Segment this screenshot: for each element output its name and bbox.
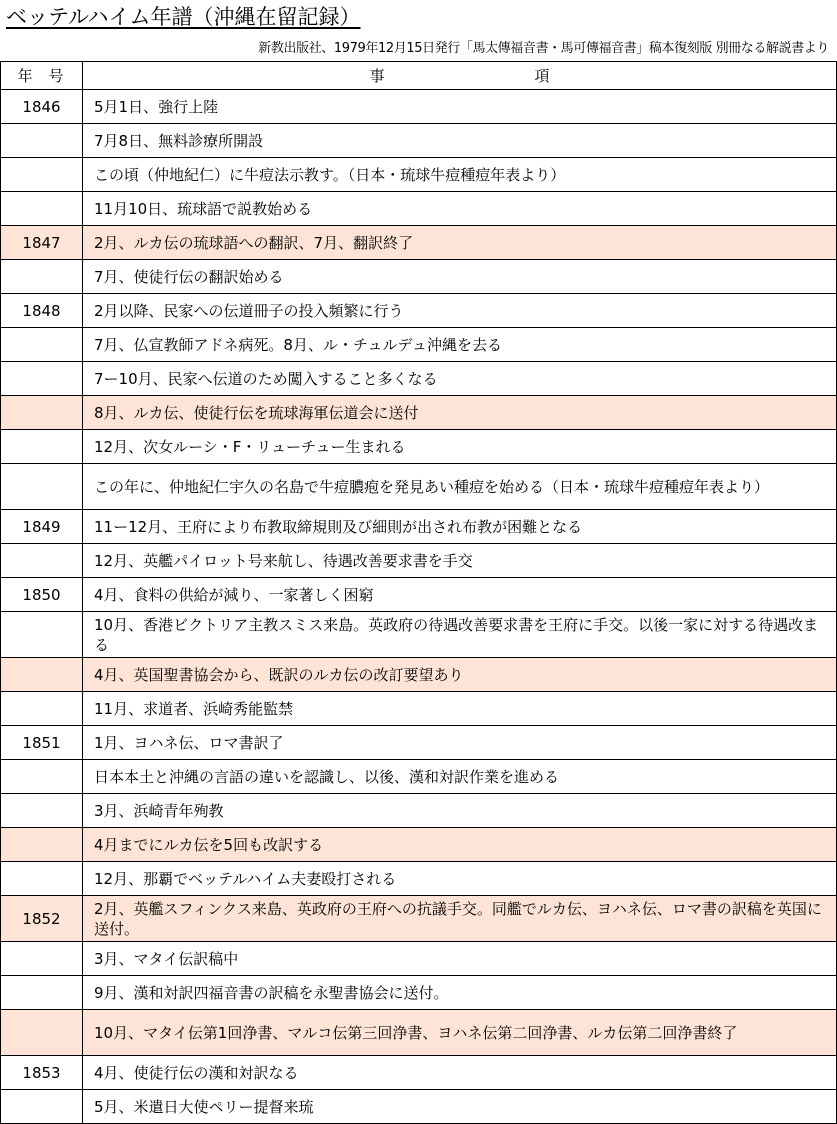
table-row — [1, 396, 837, 430]
table-row — [1, 1090, 837, 1124]
event-header-char-1: 事 — [369, 67, 385, 85]
year-cell — [1, 976, 83, 1010]
year-cell — [1, 862, 83, 896]
year-header-char-2: 号 — [48, 67, 66, 85]
event-cell: 5月、米遣日大使ペリー提督来琉 — [83, 1090, 837, 1124]
year-cell: 1852 — [1, 896, 83, 942]
event-cell: 1月、ヨハネ伝、ロマ書訳了 — [83, 726, 837, 760]
event-cell: 4月までにルカ伝を5回も改訳する — [83, 828, 837, 862]
year-cell: 1851 — [1, 726, 83, 760]
table-row — [1, 90, 837, 124]
table-row — [1, 794, 837, 828]
year-cell: 1847 — [1, 226, 83, 260]
table-row — [1, 828, 837, 862]
table-row — [1, 760, 837, 794]
year-cell — [1, 692, 83, 726]
year-cell — [1, 658, 83, 692]
event-cell: 10月、マタイ伝第1回浄書、マルコ伝第三回浄書、ヨハネ伝第二回浄書、ルカ伝第二回浄書終了 — [83, 1010, 837, 1056]
table-row — [1, 260, 837, 294]
event-cell: この年に、仲地紀仁宇久の名島で牛痘膿疱を発見あい種痘を始める（日本・琉球牛痘種痘年表より） — [83, 464, 837, 510]
table-row — [1, 294, 837, 328]
year-cell — [1, 464, 83, 510]
event-cell: 4月、使徒行伝の漢和対訳なる — [83, 1056, 837, 1090]
year-cell — [1, 794, 83, 828]
table-row — [1, 612, 837, 658]
table-body — [1, 90, 837, 1124]
table-row — [1, 362, 837, 396]
event-cell: 2月、英艦スフィンクス来島、英政府の王府への抗議手交。同艦でルカ伝、ヨハネ伝、ロマ書の訳稿を英国に送付。 — [83, 896, 837, 942]
chronology-table — [0, 61, 837, 1124]
event-cell: 12月、次女ルーシ・F・リューチュー生まれる — [83, 430, 837, 464]
event-cell: 4月、食料の供給が減り、一家著しく困窮 — [83, 578, 837, 612]
event-cell: 2月以降、民家への伝道冊子の投入頻繁に行う — [83, 294, 837, 328]
year-cell — [1, 760, 83, 794]
source-note: 新教出版社、1979年12月15日発行「馬太傳福音書・馬可傳福音書」稿本復刻版 別冊なる解説書より — [258, 41, 829, 56]
table-row — [1, 896, 837, 942]
event-cell: この頃（仲地紀仁）に牛痘法示教す。（日本・琉球牛痘種痘年表より） — [83, 158, 837, 192]
event-cell: 2月、ルカ伝の琉球語への翻訳、7月、翻訳終了 — [83, 226, 837, 260]
event-cell: 5月1日、強行上陸 — [83, 90, 837, 124]
table-row — [1, 658, 837, 692]
year-cell — [1, 612, 83, 658]
year-cell — [1, 942, 83, 976]
event-cell: 7月、使徒行伝の翻訳始める — [83, 260, 837, 294]
year-cell — [1, 396, 83, 430]
year-cell — [1, 430, 83, 464]
table-row — [1, 226, 837, 260]
table-row — [1, 464, 837, 510]
table-row — [1, 510, 837, 544]
year-cell — [1, 158, 83, 192]
year-cell: 1848 — [1, 294, 83, 328]
event-cell: 3月、浜崎青年殉教 — [83, 794, 837, 828]
event-cell: 7ー10月、民家へ伝道のため闖入すること多くなる — [83, 362, 837, 396]
table-row — [1, 430, 837, 464]
event-cell: 7月8日、無料診療所開設 — [83, 124, 837, 158]
event-cell: 11ー12月、王府により布教取締規則及び細則が出され布教が困難となる — [83, 510, 837, 544]
year-cell: 1853 — [1, 1056, 83, 1090]
event-cell: 8月、ルカ伝、使徒行伝を琉球海軍伝道会に送付 — [83, 396, 837, 430]
event-cell: 12月、英艦パイロット号来航し、待遇改善要求書を手交 — [83, 544, 837, 578]
event-header-char-2: 項 — [534, 67, 550, 85]
event-cell: 7月、仏宣教師アドネ病死。8月、ル・チュルデュ沖縄を去る — [83, 328, 837, 362]
table-row — [1, 158, 837, 192]
table-row — [1, 976, 837, 1010]
year-cell — [1, 192, 83, 226]
year-cell: 1850 — [1, 578, 83, 612]
year-cell — [1, 328, 83, 362]
event-column-header — [83, 62, 837, 90]
year-cell: 1849 — [1, 510, 83, 544]
event-cell: 10月、香港ビクトリア主教スミス来島。英政府の待遇改善要求書を王府に手交。以後一家に対する待遇改まる — [83, 612, 837, 658]
year-cell: 1846 — [1, 90, 83, 124]
table-row — [1, 124, 837, 158]
table-row — [1, 1056, 837, 1090]
event-cell: 12月、那覇でベッテルハイム夫妻殴打される — [83, 862, 837, 896]
year-header-char-1: 年 — [17, 67, 35, 85]
table-row — [1, 942, 837, 976]
page-title: ベッテルハイム年譜（沖縄在留記録） — [6, 5, 361, 29]
table-header-row — [1, 62, 837, 90]
year-cell — [1, 828, 83, 862]
table-row — [1, 578, 837, 612]
year-cell — [1, 1010, 83, 1056]
table-row — [1, 1010, 837, 1056]
year-cell — [1, 260, 83, 294]
event-cell: 日本本土と沖縄の言語の違いを認識し、以後、漢和対訳作業を進める — [83, 760, 837, 794]
table-row — [1, 726, 837, 760]
table-row — [1, 692, 837, 726]
table-row — [1, 862, 837, 896]
event-cell: 11月、求道者、浜崎秀能監禁 — [83, 692, 837, 726]
event-cell: 4月、英国聖書協会から、既訳のルカ伝の改訂要望あり — [83, 658, 837, 692]
year-cell — [1, 362, 83, 396]
year-column-header — [1, 62, 83, 90]
year-cell — [1, 1090, 83, 1124]
event-cell: 11月10日、琉球語で説教始める — [83, 192, 837, 226]
year-cell — [1, 544, 83, 578]
event-cell: 3月、マタイ伝訳稿中 — [83, 942, 837, 976]
table-row — [1, 192, 837, 226]
year-cell — [1, 124, 83, 158]
table-row — [1, 328, 837, 362]
table-row — [1, 544, 837, 578]
event-cell: 9月、漢和対訳四福音書の訳稿を永聖書協会に送付。 — [83, 976, 837, 1010]
